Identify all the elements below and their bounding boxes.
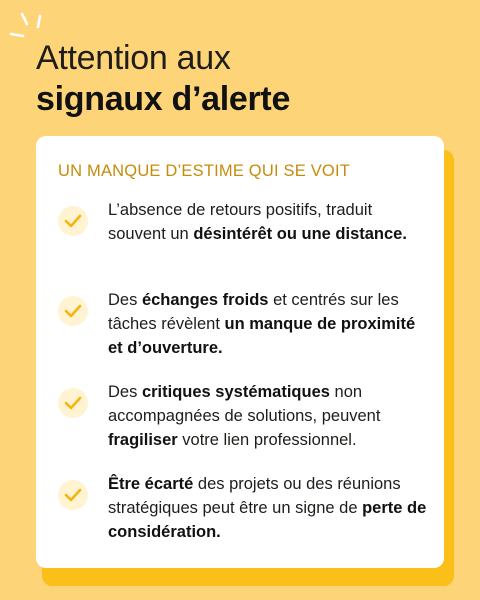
check-icon [58,480,88,510]
item-emphasis: perte de considération. [108,499,427,541]
item-run: votre lien professionnel. [177,431,357,449]
item-text [108,380,428,452]
item-run: Des [108,383,142,401]
check-icon [58,296,88,326]
item-text [108,472,428,544]
item-emphasis: Être écarté [108,475,194,493]
item-emphasis: désintérêt ou une distance. [193,225,407,243]
check-icon [58,388,88,418]
item-emphasis: fragiliser [108,431,178,449]
title-line-1: Attention aux [36,39,231,77]
item-emphasis: un manque de proximité et d’ouverture. [108,315,416,357]
title-line-2: signaux d’alerte [36,80,291,118]
info-card [36,136,444,568]
item-run: des projets ou des réunions stratégiques peut être un signe de [108,475,401,517]
item-run: Des [108,291,142,309]
check-icon [58,206,88,236]
item-text [108,198,428,246]
item-run: et centrés sur les tâches révèlent [108,291,399,333]
item-run: L’absence de retours positifs, traduit souvent un [108,201,373,243]
item-emphasis: échanges froids [141,291,269,309]
page-title [36,38,456,120]
item-text [108,288,428,360]
card-title: UN MANQUE D’ESTIME QUI SE VOIT [58,162,351,180]
item-run: non accompagnées de solutions, peuvent [108,383,381,425]
item-emphasis: critiques systématiques [141,383,330,401]
